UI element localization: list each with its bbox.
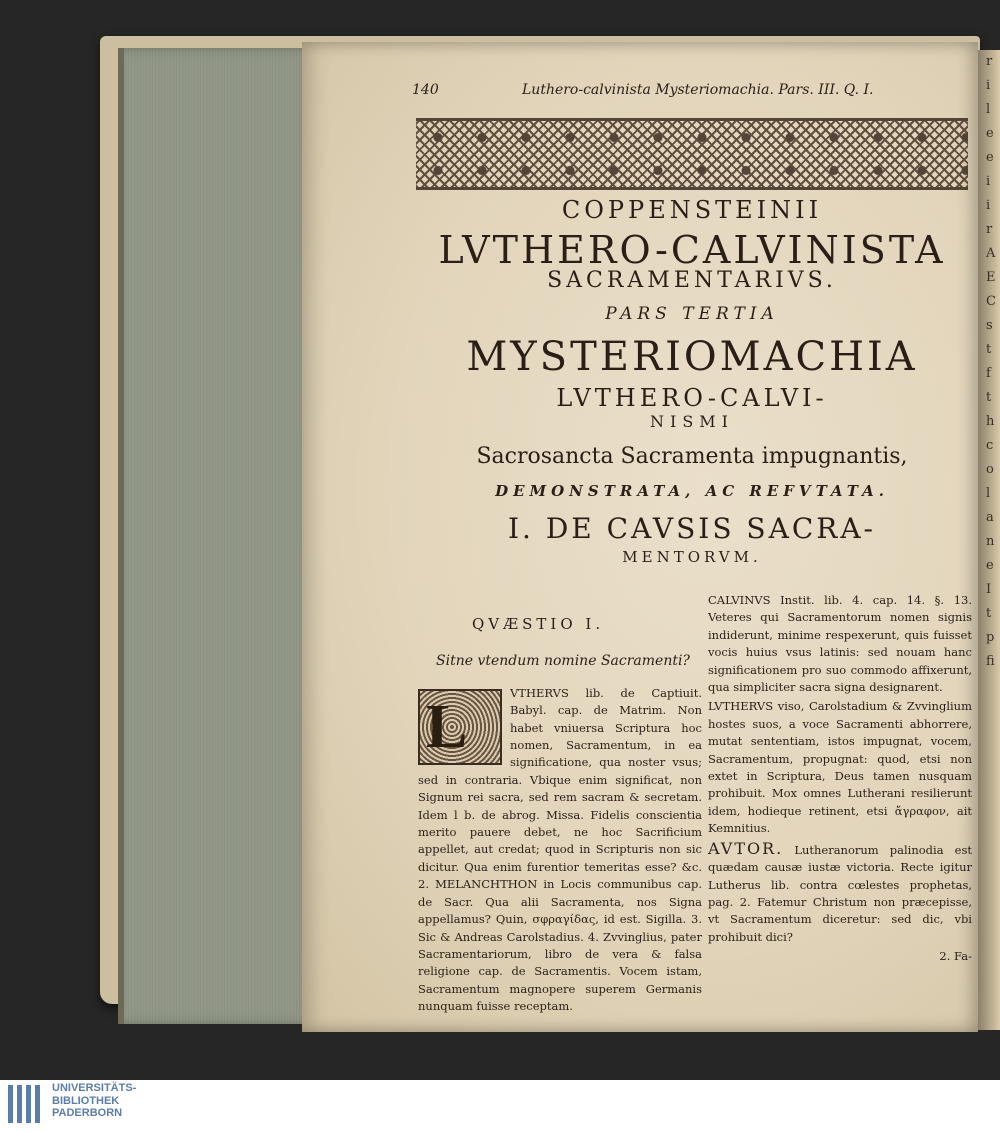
next-page-letter: A: [986, 246, 996, 261]
title-mysteriomachia: MYSTERIOMACHIA: [466, 334, 918, 380]
page-number: 140: [412, 82, 439, 98]
title-sacrosancta: Sacrosancta Sacramenta impugnantis,: [476, 444, 908, 469]
next-page-letter: l: [986, 102, 991, 117]
title-demonstrata: DEMONSTRATA, AC REFVTATA.: [495, 482, 889, 500]
left-column: [418, 616, 702, 1016]
running-title: Luthero-calvinista Mysteriomachia. Pars. III. Q. I.: [522, 82, 874, 98]
next-page-letter: C: [986, 294, 996, 309]
next-page-letter: h: [986, 414, 995, 429]
section-heading: I. DE CAVSIS SACRA-: [507, 512, 877, 545]
next-page-letter: i: [986, 174, 991, 189]
initial-letter: L: [426, 692, 468, 761]
right-para-calvinus: CALVINVS Instit. lib. 4. cap. 14. §. 13. Veteres qui Sacramentorum nomen signis indiderunt, minime respexerunt, quis fuisset vocis huius vsus latinis: sed nouam hanc significationem pro suo commodo affixerunt, qua simpliciter sacra signa designarent.: [708, 593, 972, 695]
title-sacramentarius: SACRAMENTARIVS.: [547, 268, 837, 293]
page-edges: [118, 48, 314, 1024]
next-page-letter: n: [986, 534, 995, 549]
section-heading-cont: MENTORVM.: [622, 548, 762, 566]
question-subheading: Sitne vtendum nomine Sacramenti?: [436, 653, 690, 670]
next-page-letter: e: [986, 558, 994, 573]
next-page-letter: c: [986, 438, 994, 453]
next-page-letter: I: [986, 582, 992, 597]
next-page-letter: t: [986, 342, 992, 357]
next-page-letter: t: [986, 390, 992, 405]
library-logo-text: [52, 1082, 136, 1120]
title-nismi: NISMI: [650, 412, 734, 431]
question-heading: QVÆSTIO I.: [472, 615, 605, 633]
next-page-letter: l: [986, 486, 991, 501]
right-para-autor: [708, 840, 972, 946]
title-main: LVTHERO-CALVINISTA: [438, 228, 946, 272]
left-column-text: VTHERVS lib. de Captiuit. Babyl. cap. de Matrim. Non habet vniuersa Scriptura hoc nomen, Sacramentum, in ea significatione, qua noster vsus; sed in contraria. Vbique enim significat, non Signum rei sacra, sed rem sacram & secretam. Idem l b. de abrog. Missa. Fidelis conscientia merito pauere debet, ne hoc Sacrificium appellet, aut credat; quod in Scripturis non sic dicitur. Qua enim furentior temeritas esse? &c. 2. MELANCHTHON in Locis communibus cap. de Sacr. Qua alii Sacramenta, nos Signa appellamus? Quin, σφραγίδας, id est. Sigilla. 3. Sic & Andreas Carolstadius. 4. Zvvinglius, pater Sacramentariorum, libro de vera & falsa religione cap. de Sacramentis. Vocem istam, Sacramentum magnopere superem Germanis nunquam fuisse receptam.: [418, 685, 702, 1014]
next-page-letter: t: [986, 606, 992, 621]
next-page-letter: e: [986, 150, 994, 165]
logo-line-3: PADERBORN: [52, 1107, 123, 1119]
next-page-letter: f: [986, 366, 991, 381]
next-page-letter: o: [986, 462, 994, 477]
logo-line-2: BIBLIOTHEK: [52, 1094, 120, 1107]
title-luthero-calvi: LVTHERO-CALVI-: [556, 384, 828, 412]
right-column: [708, 592, 972, 966]
next-page-letter: fi: [986, 654, 995, 669]
next-page-letter: r: [986, 54, 993, 69]
right-para-lutherus: LVTHERVS viso, Carolstadium & Zvvinglium hostes suos, a voce Sacramenti abhorrere, mutat sententiam, istos impugnat, vocem, Sacramentum, propugnat: quod, etsi non extet in Scriptura, Deus tamen nusquam prohibuit. Mox omnes Lutherani resilierunt idem, hodieque retinent, etsi ἄγραφον, ait Kemnitius.: [708, 699, 972, 836]
footer-bar: [0, 1080, 1000, 1131]
title-author: COPPENSTEINII: [561, 196, 823, 224]
next-page-letter: i: [986, 78, 991, 93]
next-page-letter: p: [986, 630, 995, 645]
next-page-letter: s: [986, 318, 993, 333]
autor-label: AVTOR.: [708, 838, 784, 858]
decorated-initial-icon: [418, 689, 502, 765]
next-page-letter: r: [986, 222, 993, 237]
catchword: 2. Fa-: [939, 949, 972, 964]
next-page-letter: a: [986, 510, 994, 525]
title-pars: PARS TERTIA: [605, 304, 779, 324]
next-page-letter: e: [986, 126, 994, 141]
logo-line-1: UNIVERSITÄTS-: [52, 1082, 137, 1094]
next-page-edge: [978, 50, 1000, 1030]
library-logo-icon: [8, 1085, 48, 1123]
next-page-letter: i: [986, 198, 991, 213]
next-page-letter: E: [986, 270, 996, 285]
autor-text: Lutheranorum palinodia est quædam causæ iustæ victoria. Recte igitur Lutherus lib. contra cœlestes prophetas, pag. 2. Fatemur Christum non præcepisse, vt Sacramentum diceretur: sed dic, vbi prohibuit dici?: [708, 842, 972, 944]
ornament-band-icon: [416, 118, 968, 190]
